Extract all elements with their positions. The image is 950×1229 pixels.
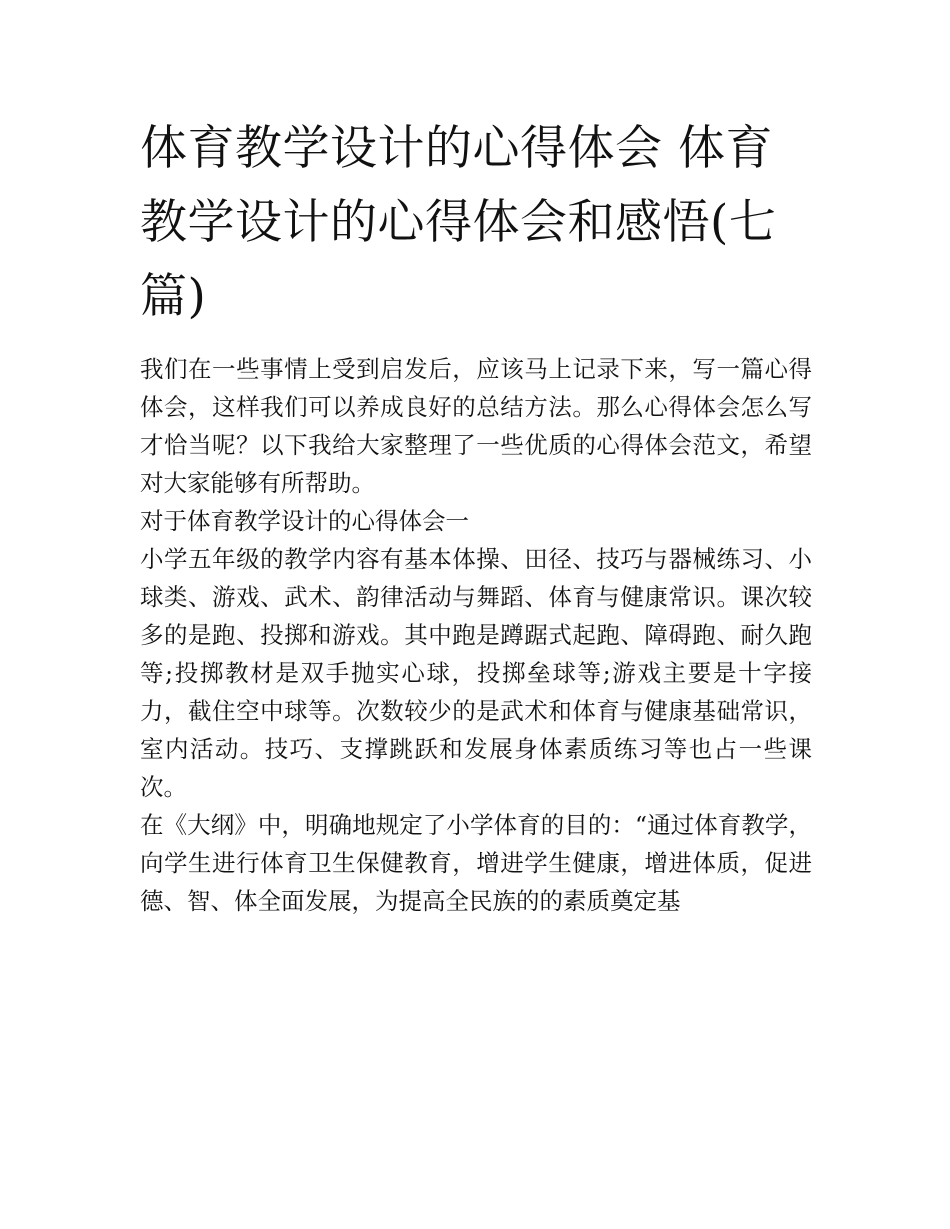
section-heading: 对于体育教学设计的心得体会一 [140,507,469,535]
body-paragraph: 小学五年级的教学内容有基本体操、田径、技巧与器械练习、小球类、游戏、武术、韵律活动与舞蹈、体育与健康常识。课次较多的是跑、投掷和游戏。其中跑是蹲踞式起跑、障碍跑、耐久跑等;投掷教材是双手抛实心球，投掷垒球等;游戏主要是十字接力，截住空中球等。次数较少的是武术和体育与健康基础常识，室内活动。技巧、支撑跳跃和发展身体素质练习等也占一些课次。 [140,545,812,801]
intro-paragraph: 我们在一些事情上受到启发后，应该马上记录下来，写一篇心得体会，这样我们可以养成良好的总结方法。那么心得体会怎么写才恰当呢？以下我给大家整理了一些优质的心得体会范文，希望对大家能够有所帮助。 [140,355,812,497]
body-paragraph: 在《大纲》中，明确地规定了小学体育的目的：“通过体育教学，向学生进行体育卫生保健教育，增进学生健康，增进体质，促进德、智、体全面发展，为提高全民族的的素质奠定基 [140,811,812,915]
document-page [140,112,812,920]
document-title: 体育教学设计的心得体会 体育教学设计的心得体会和感悟(七篇) [140,121,777,324]
